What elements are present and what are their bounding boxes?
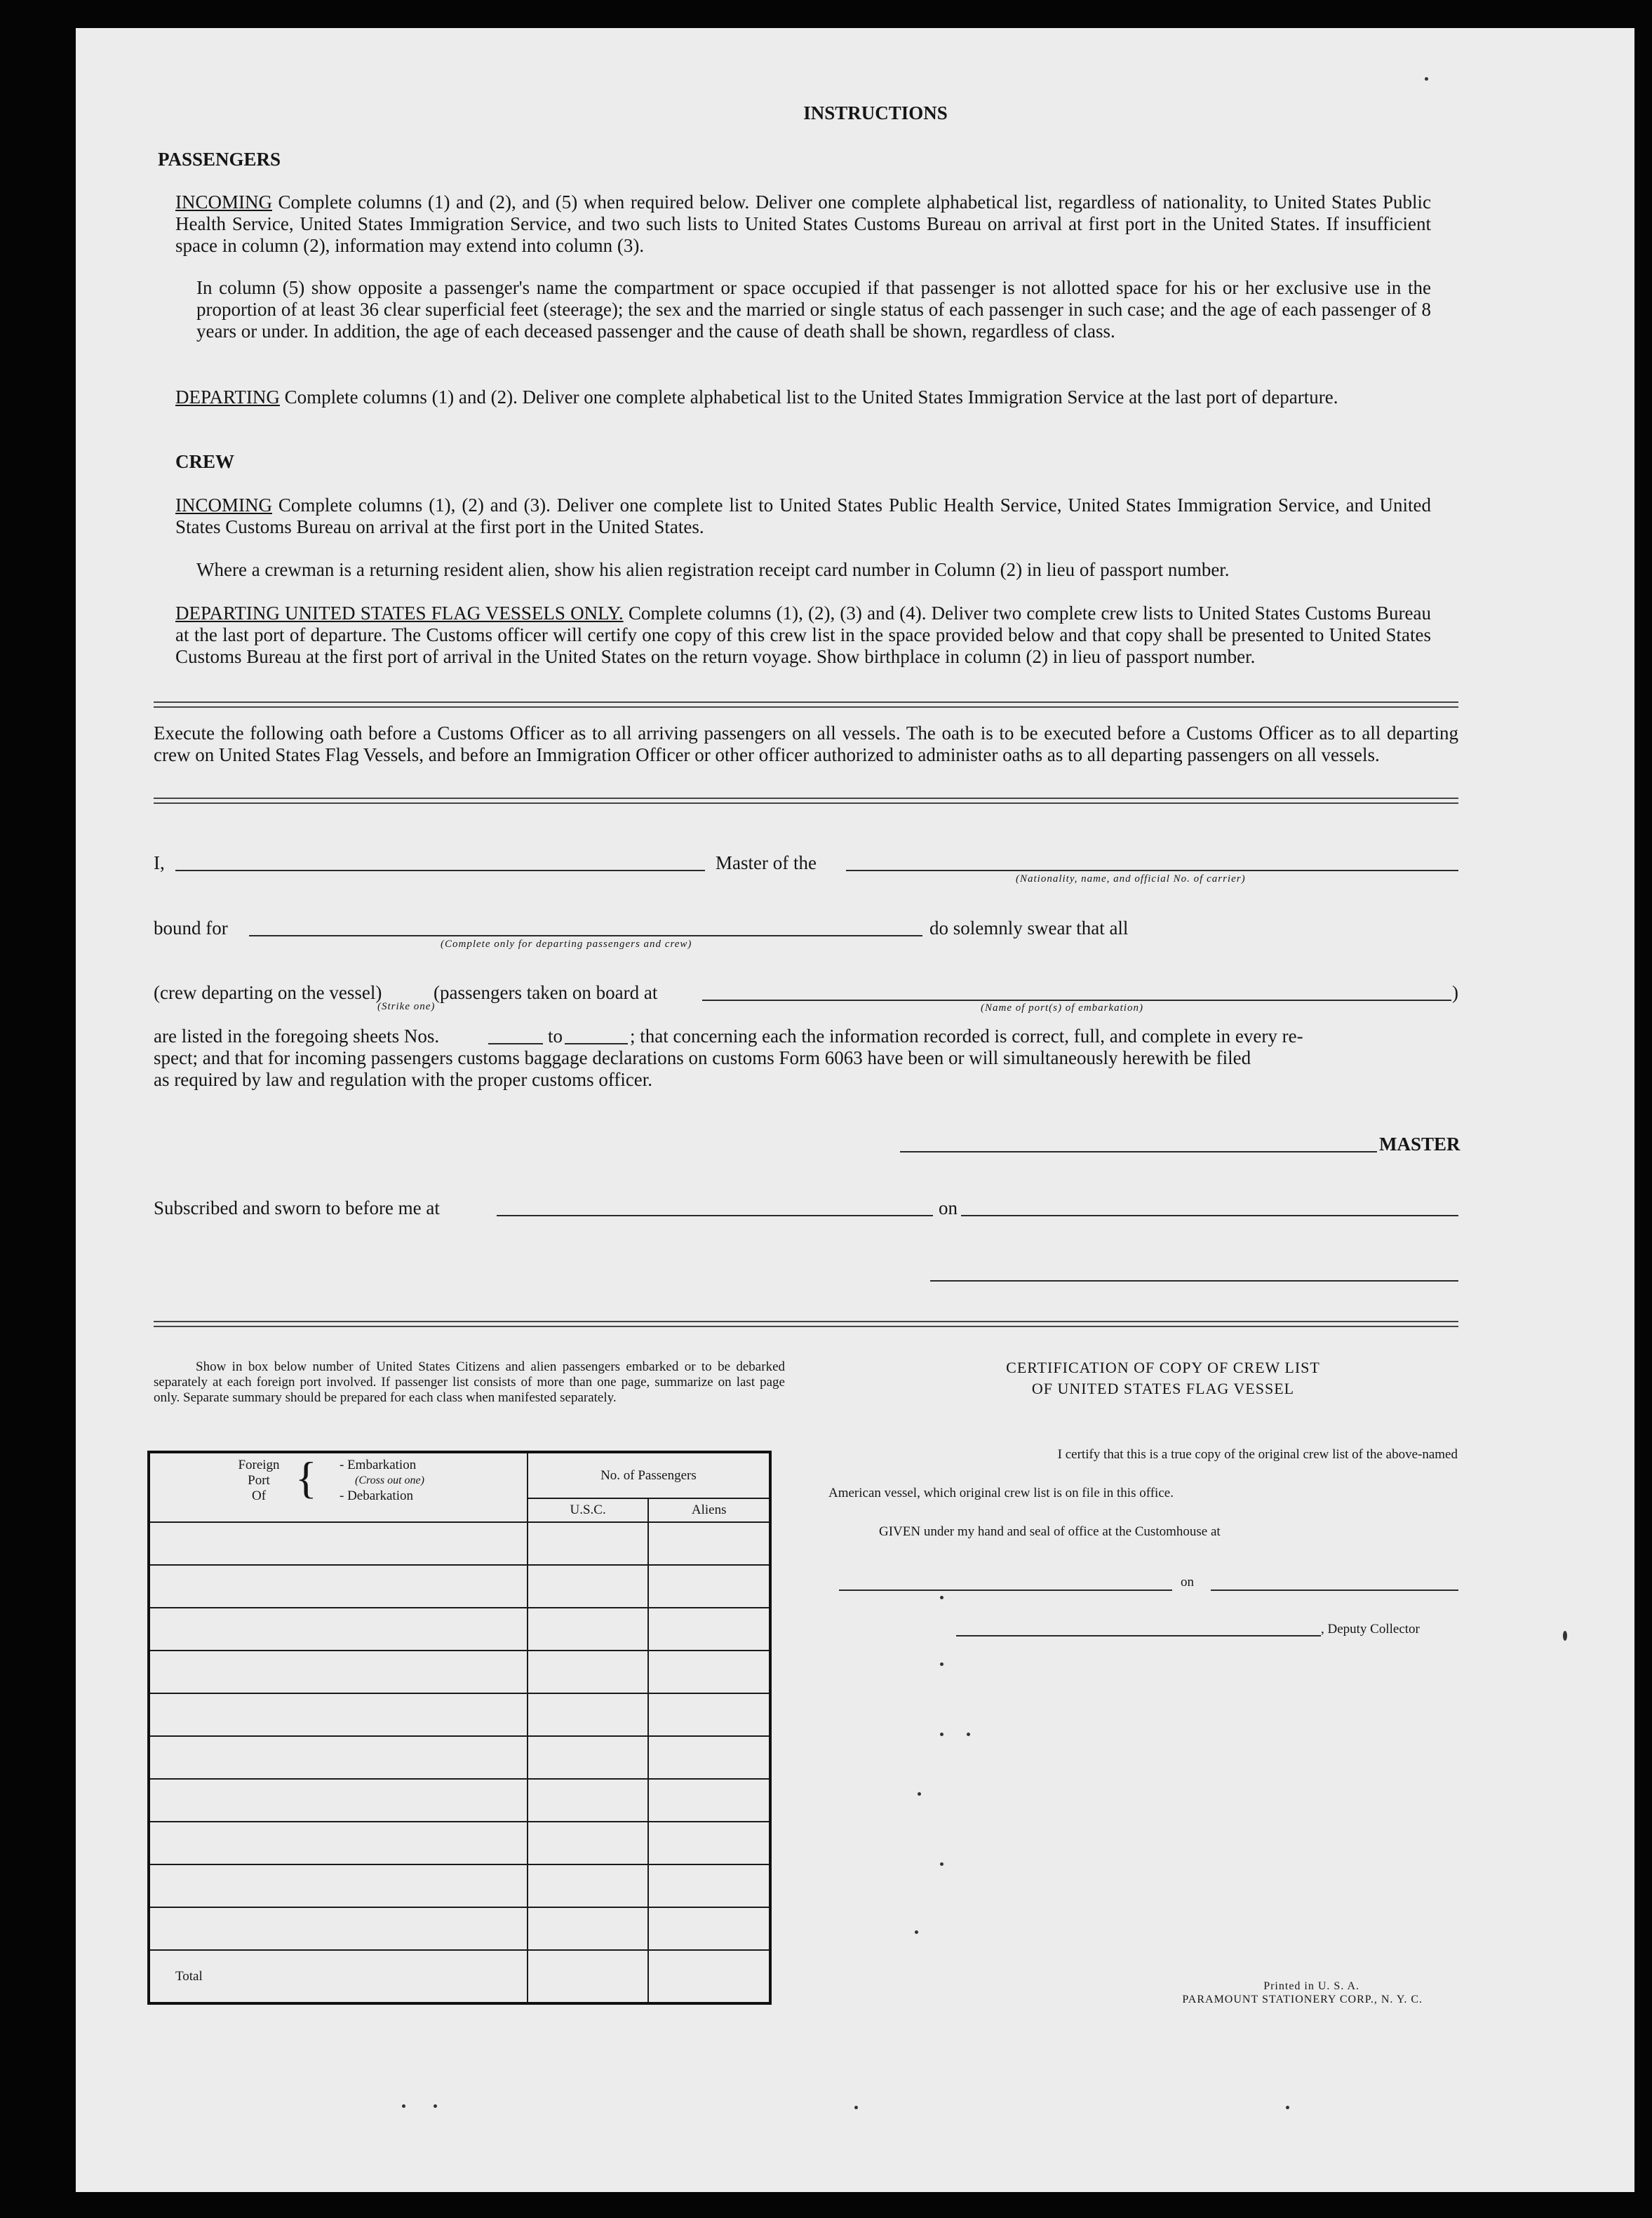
scan-speck bbox=[402, 2104, 405, 2108]
aliens-cell[interactable] bbox=[648, 1864, 770, 1907]
bound-for-label: bound for bbox=[154, 918, 228, 939]
usc-cell[interactable] bbox=[528, 1522, 649, 1565]
crew-incoming-paragraph bbox=[175, 495, 1431, 538]
total-row bbox=[149, 1950, 770, 2003]
officer-signature-blank[interactable] bbox=[930, 1280, 1458, 1282]
divider-bottom bbox=[154, 1321, 1458, 1327]
brace-icon: { bbox=[295, 1453, 317, 1503]
deputy-collector-label: , Deputy Collector bbox=[1321, 1622, 1420, 1636]
aliens-cell[interactable] bbox=[648, 1822, 770, 1864]
subscribed-on-label: on bbox=[939, 1197, 958, 1218]
crew-departing-text: Complete columns (1), (2), (3) and (4). Deliver two complete crew lists to United States Customs Bureau at the last port of departure. The Customs officer will certify one copy of this crew list in the space provided below and that copy shall be presented to United States Customs Bureau at the first port of arrival in the United States on the return voyage. Show birthplace in column (2) in lieu of passport number. bbox=[175, 603, 1431, 667]
table-row bbox=[149, 1736, 770, 1779]
aliens-cell[interactable] bbox=[648, 1907, 770, 1950]
close-paren: ) bbox=[1452, 982, 1458, 1003]
aliens-cell[interactable] bbox=[648, 1651, 770, 1693]
instructions-title: INSTRUCTIONS bbox=[803, 102, 948, 123]
usc-cell[interactable] bbox=[528, 1736, 649, 1779]
usc-header: U.S.C. bbox=[528, 1498, 649, 1522]
certification-line1: I certify that this is a true copy of the original crew list of the above-named bbox=[1057, 1447, 1458, 1462]
sheet-to-label: to bbox=[548, 1026, 563, 1047]
summary-instruction: Show in box below number of United States Citizens and alien passengers embarked or to be debarked separately at each foreign port involved. If passenger list consists of more than one page, summarize on last page only. Separate summary should be prepared for each class when manifested separately. bbox=[154, 1359, 785, 1405]
table-row bbox=[149, 1779, 770, 1822]
port-cell[interactable] bbox=[149, 1651, 528, 1693]
oath-i-label: I, bbox=[154, 852, 165, 873]
scan-speck bbox=[940, 1733, 943, 1736]
total-label: Total bbox=[149, 1950, 528, 2003]
crew-incoming-text: Complete columns (1), (2) and (3). Deliver one complete list to United States Public Health Service, United States Immigration Service, and United States Customs Bureau on arrival at the first port in the United States. bbox=[175, 495, 1431, 537]
no-passengers-header: No. of Passengers bbox=[528, 1452, 770, 1498]
certification-title bbox=[889, 1357, 1437, 1399]
carrier-caption: (Nationality, name, and official No. of carrier) bbox=[1016, 873, 1246, 885]
crew-incoming-label: INCOMING bbox=[175, 495, 272, 516]
crew-resident-paragraph: Where a crewman is a returning resident alien, show his alien registration receipt card number in Column (2) in lieu of passport number. bbox=[196, 559, 1230, 580]
listed-sheets-label: are listed in the foregoing sheets Nos. bbox=[154, 1026, 440, 1047]
passengers-incoming-paragraph bbox=[175, 191, 1431, 257]
aliens-header: Aliens bbox=[648, 1498, 770, 1522]
passengers-taken-option: (passengers taken on board at bbox=[434, 982, 658, 1003]
master-label: MASTER bbox=[1379, 1134, 1460, 1155]
sheet-to-blank[interactable] bbox=[565, 1043, 628, 1044]
port-cell[interactable] bbox=[149, 1779, 528, 1822]
crew-departing-paragraph bbox=[175, 603, 1431, 668]
passenger-summary-table bbox=[147, 1451, 772, 2005]
port-cell[interactable] bbox=[149, 1565, 528, 1608]
subscribed-label: Subscribed and sworn to before me at bbox=[154, 1197, 440, 1218]
port-cell[interactable] bbox=[149, 1907, 528, 1950]
debarkation-label: - Debarkation bbox=[340, 1488, 413, 1503]
listed-rest-text: ; that concerning each the information recorded is correct, full, and complete in every re- bbox=[630, 1026, 1303, 1047]
deputy-collector-blank[interactable] bbox=[956, 1635, 1321, 1636]
customhouse-blank[interactable] bbox=[839, 1589, 1172, 1591]
certification-title-line2: OF UNITED STATES FLAG VESSEL bbox=[1031, 1380, 1295, 1397]
passengers-heading: PASSENGERS bbox=[158, 149, 281, 170]
certification-line2: American vessel, which original crew list is on file in this office. bbox=[828, 1486, 1174, 1500]
table-row bbox=[149, 1864, 770, 1907]
aliens-cell[interactable] bbox=[648, 1693, 770, 1736]
printer-imprint bbox=[1128, 1980, 1423, 2006]
certification-date-blank[interactable] bbox=[1211, 1589, 1458, 1591]
aliens-cell[interactable] bbox=[648, 1522, 770, 1565]
printer-line1: Printed in U. S. A. bbox=[1263, 1980, 1359, 1992]
port-cell[interactable] bbox=[149, 1822, 528, 1864]
passengers-departing-label: DEPARTING bbox=[175, 387, 280, 408]
passengers-incoming-label: INCOMING bbox=[175, 191, 272, 213]
scan-speck bbox=[915, 1930, 918, 1934]
divider-top bbox=[154, 701, 1458, 708]
spect-line: spect; and that for incoming passengers customs baggage declarations on customs Form 6063 have been or will simultaneously herewith be filed bbox=[154, 1047, 1251, 1068]
scan-speck bbox=[1286, 2106, 1289, 2109]
usc-cell[interactable] bbox=[528, 1779, 649, 1822]
carrier-blank[interactable] bbox=[846, 870, 1458, 871]
cross-out-label: (Cross out one) bbox=[355, 1474, 424, 1486]
table-row bbox=[149, 1822, 770, 1864]
passengers-incoming-text: Complete columns (1) and (2), and (5) when required below. Deliver one complete alphabetical list, regardless of nationality, to United States Public Health Service, United States Immigration Service, and two such lists to United States Customs Bureau on arrival at first port in the United States. If insufficient space in column (2), information may extend into column (3). bbox=[175, 191, 1432, 256]
crew-departing-option: (crew departing on the vessel) bbox=[154, 982, 382, 1003]
certification-title-line1: CERTIFICATION OF COPY OF CREW LIST bbox=[1006, 1359, 1320, 1376]
port-header-cell bbox=[149, 1452, 528, 1522]
table-row bbox=[149, 1693, 770, 1736]
scan-speck bbox=[434, 2104, 437, 2108]
usc-cell[interactable] bbox=[528, 1864, 649, 1907]
usc-cell[interactable] bbox=[528, 1651, 649, 1693]
form-page bbox=[76, 28, 1634, 2192]
port-cell[interactable] bbox=[149, 1864, 528, 1907]
scan-speck bbox=[1563, 1631, 1567, 1641]
law-line: as required by law and regulation with the proper customs officer. bbox=[154, 1069, 653, 1090]
port-cell[interactable] bbox=[149, 1736, 528, 1779]
table-row bbox=[149, 1608, 770, 1651]
crew-heading: CREW bbox=[175, 451, 235, 472]
subscribed-date-blank[interactable] bbox=[961, 1215, 1458, 1216]
name-blank[interactable] bbox=[175, 870, 705, 871]
sheet-from-blank[interactable] bbox=[488, 1043, 543, 1044]
table-row bbox=[149, 1522, 770, 1565]
of-label: Of bbox=[251, 1488, 267, 1503]
embarkation-label: - Embarkation bbox=[340, 1458, 417, 1472]
usc-cell[interactable] bbox=[528, 1822, 649, 1864]
bound-for-blank[interactable] bbox=[249, 935, 922, 936]
scan-speck bbox=[854, 2106, 858, 2109]
table-row bbox=[149, 1907, 770, 1950]
crew-departing-label: DEPARTING UNITED STATES FLAG VESSELS ONLY. bbox=[175, 603, 624, 624]
usc-cell[interactable] bbox=[528, 1565, 649, 1608]
table-row bbox=[149, 1651, 770, 1693]
foreign-label: Foreign bbox=[238, 1458, 280, 1472]
aliens-cell[interactable] bbox=[648, 1608, 770, 1651]
ports-caption: (Name of port(s) of embarkation) bbox=[981, 1002, 1143, 1014]
scan-speck bbox=[940, 1862, 943, 1866]
ports-blank[interactable] bbox=[702, 1000, 1451, 1001]
passengers-departing-paragraph bbox=[175, 387, 1431, 408]
scan-speck bbox=[918, 1792, 921, 1796]
aliens-cell[interactable] bbox=[648, 1736, 770, 1779]
swear-label: do solemnly swear that all bbox=[929, 918, 1129, 939]
certification-line3: GIVEN under my hand and seal of office at the Customhouse at bbox=[879, 1524, 1221, 1539]
usc-cell[interactable] bbox=[528, 1907, 649, 1950]
printer-line2: PARAMOUNT STATIONERY CORP., N. Y. C. bbox=[1182, 1994, 1423, 2005]
master-signature-blank[interactable] bbox=[900, 1151, 1377, 1152]
scan-speck bbox=[1425, 77, 1428, 81]
aliens-cell[interactable] bbox=[648, 1565, 770, 1608]
port-cell[interactable] bbox=[149, 1522, 528, 1565]
scan-speck bbox=[940, 1596, 943, 1599]
master-of-the-label: Master of the bbox=[716, 852, 817, 873]
certification-on-label: on bbox=[1181, 1575, 1194, 1589]
scan-speck bbox=[967, 1733, 970, 1736]
table-row bbox=[149, 1565, 770, 1608]
divider-oath bbox=[154, 798, 1458, 804]
port-cell[interactable] bbox=[149, 1608, 528, 1651]
port-label: Port bbox=[248, 1473, 270, 1488]
passengers-column5-paragraph: In column (5) show opposite a passenger's name the compartment or space occupied if that passenger is not allotted space for his or her exclusive use in the proportion of at least 36 clear superficial feet (steerage); the sex and the married or single status of each passenger in such case; and the age of each passenger of 8 years or under. In addition, the age of each deceased passenger and the cause of death shall be shown, regardless of class. bbox=[196, 277, 1431, 342]
strike-one-caption: (Strike one) bbox=[377, 1001, 436, 1012]
usc-cell[interactable] bbox=[528, 1608, 649, 1651]
aliens-cell[interactable] bbox=[648, 1779, 770, 1822]
scan-speck bbox=[940, 1662, 943, 1666]
oath-instruction: Execute the following oath before a Customs Officer as to all arriving passengers on all vessels. The oath is to be executed before a Customs Officer as to all departing crew on United States Flag Vessels, and before an Immigration Officer or other officer authorized to administer oaths as to all departing passengers on all vessels. bbox=[154, 722, 1458, 765]
port-cell[interactable] bbox=[149, 1693, 528, 1736]
usc-cell[interactable] bbox=[528, 1693, 649, 1736]
bound-for-caption: (Complete only for departing passengers and crew) bbox=[441, 939, 692, 950]
passengers-departing-text: Complete columns (1) and (2). Deliver one complete alphabetical list to the United States Immigration Service at the last port of departure. bbox=[284, 387, 1338, 408]
usc-total-cell[interactable] bbox=[528, 1950, 649, 2003]
subscribed-place-blank[interactable] bbox=[497, 1215, 933, 1216]
aliens-total-cell[interactable] bbox=[648, 1950, 770, 2003]
